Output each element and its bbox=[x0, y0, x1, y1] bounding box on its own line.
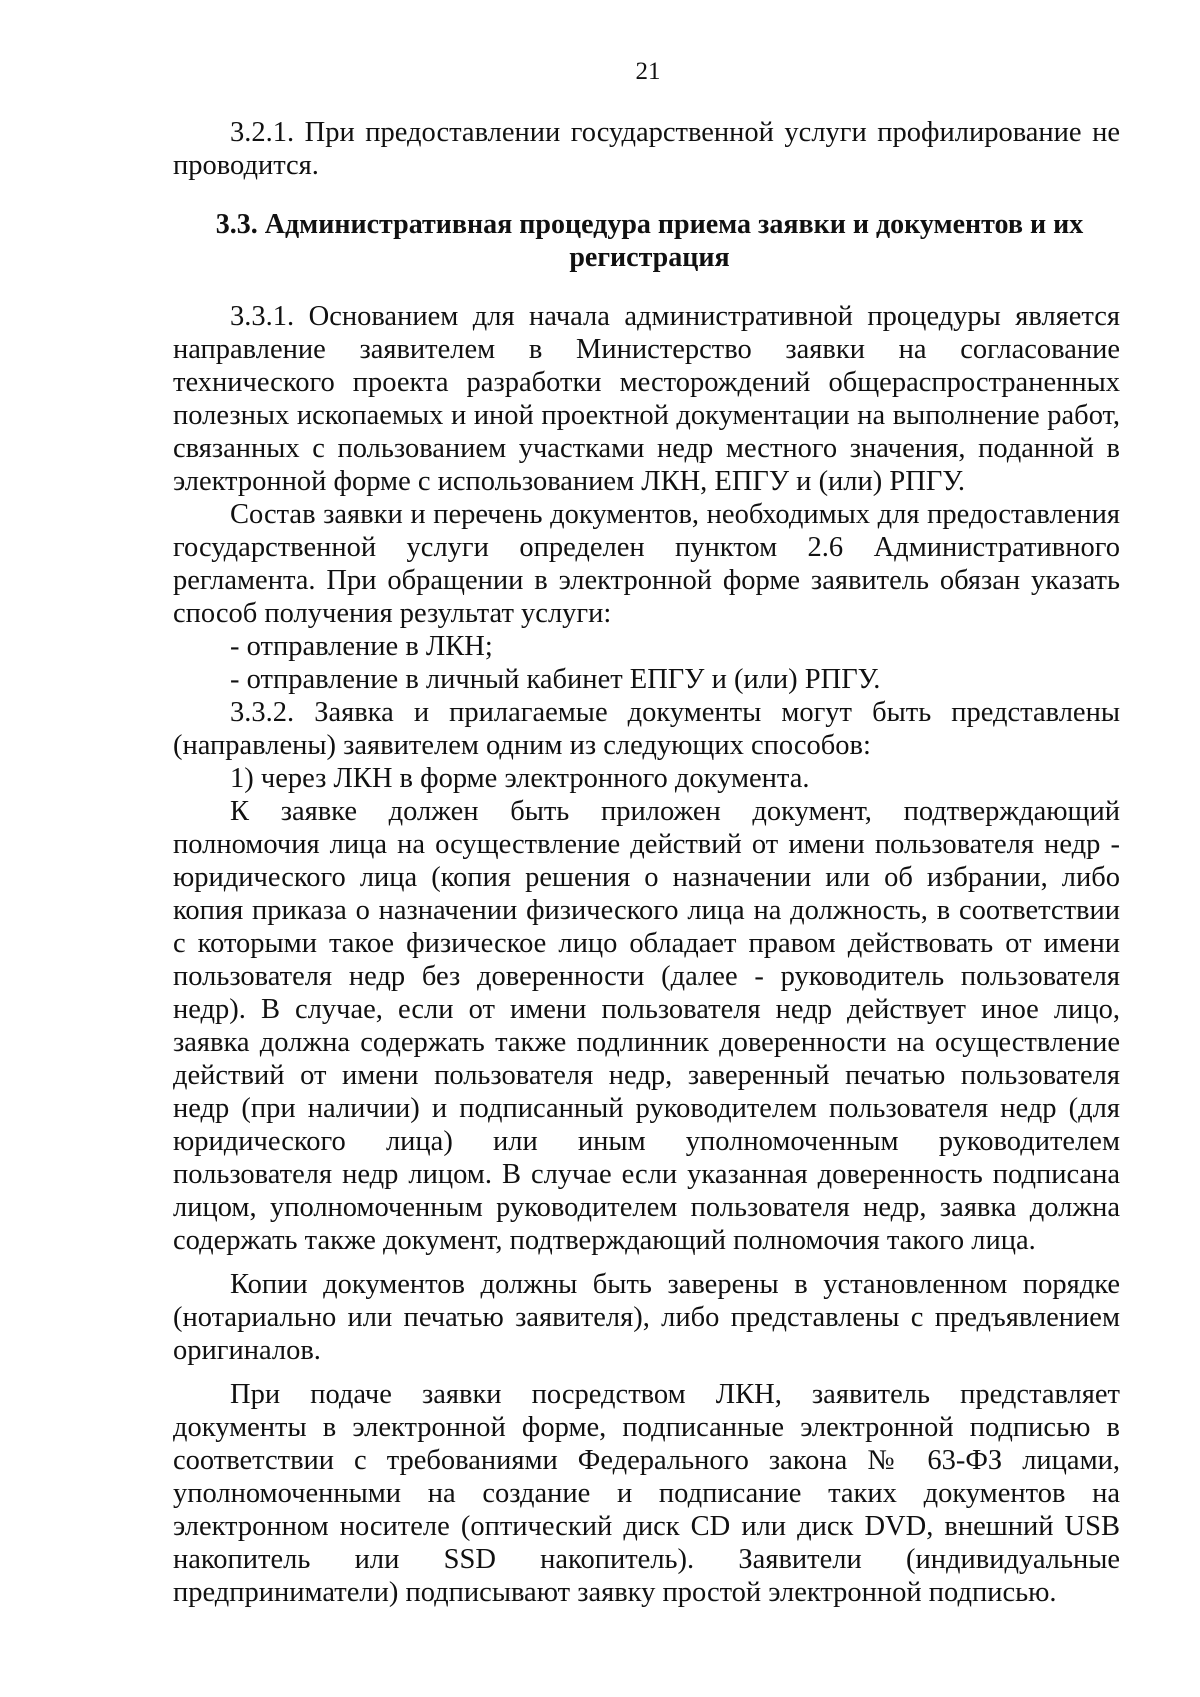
paragraph-authority: К заявке должен быть приложен документ, подтверждающий полномочия лица на осуществление действий от имени пользователя недр - юридического лица (копия решения о назначении или об избрании, либо копия приказа о назначении физического лица на должность, в соответствии с которыми такое физическое лицо обладает правом действовать от имени пользователя недр без доверенности (далее - руководитель пользователя недр). В случае, если от имени пользователя недр действует иное лицо, заявка должна содержать также подлинник доверенности на осуществление действий от имени пользователя недр, заверенный печатью пользователя недр (при наличии) и подписанный руководителем пользователя недр (для юридического лица) или иным уполномоченным руководителем пользователя недр лицом. В случае если указанная доверенность подписана лицом, уполномоченным руководителем пользователя недр, заявка должна содержать также документ, подтверждающий полномочия такого лица. bbox=[173, 796, 1120, 1256]
spacer bbox=[173, 1367, 1120, 1378]
paragraph-copies: Копии документов должны быть заверены в установленном порядке (нотариально или печатью заявителя), либо представлены с предъявлением оригиналов. bbox=[173, 1269, 1120, 1366]
spacer bbox=[173, 274, 1120, 300]
paragraph-3-3-1: 3.3.1. Основанием для начала административной процедуры является направление заявителем в Министерство заявки на согласование технического проекта разработки месторождений общераспространенных полезных ископаемых и иной проектной документации на выполнение работ, связанных с пользованием участками недр местного значения, поданной в электронной форме с использованием ЛКН, ЕПГУ и (или) РПГУ. bbox=[173, 301, 1120, 497]
spacer bbox=[173, 1257, 1120, 1268]
spacer bbox=[173, 182, 1120, 208]
list-item-via-lkn: 1) через ЛКН в форме электронного документа. bbox=[230, 763, 810, 794]
document-body bbox=[173, 116, 1120, 1609]
list-item-epgu: - отправление в личный кабинет ЕПГУ и (или) РПГУ. bbox=[230, 664, 881, 695]
section-heading-3-3: 3.3. Административная процедура приема заявки и документов и их регистрация bbox=[215, 209, 1084, 273]
page-number: 21 bbox=[635, 58, 661, 85]
list-item-lkn: - отправление в ЛКН; bbox=[230, 631, 493, 662]
paragraph-3-2-1: 3.2.1. При предоставлении государственной услуги профилирование не проводится. bbox=[173, 117, 1120, 181]
paragraph-submission: При подаче заявки посредством ЛКН, заявитель представляет документы в электронной форме, подписанные электронной подписью в соответствии с требованиями Федерального закона № 63-ФЗ лицами, уполномоченными на создание и подписание таких документов на электронном носителе (оптический диск CD или диск DVD, внешний USB накопитель или SSD накопитель). Заявители (индивидуальные предприниматели) подписывают заявку простой электронной подписью. bbox=[173, 1379, 1120, 1608]
paragraph-3-3-2: 3.3.2. Заявка и прилагаемые документы могут быть представлены (направлены) заявителем одним из следующих способов: bbox=[173, 697, 1120, 761]
paragraph-composition: Состав заявки и перечень документов, необходимых для предоставления государственной услуги определен пунктом 2.6 Административного регламента. При обращении в электронной форме заявитель обязан указать способ получения результат услуги: bbox=[173, 499, 1120, 629]
